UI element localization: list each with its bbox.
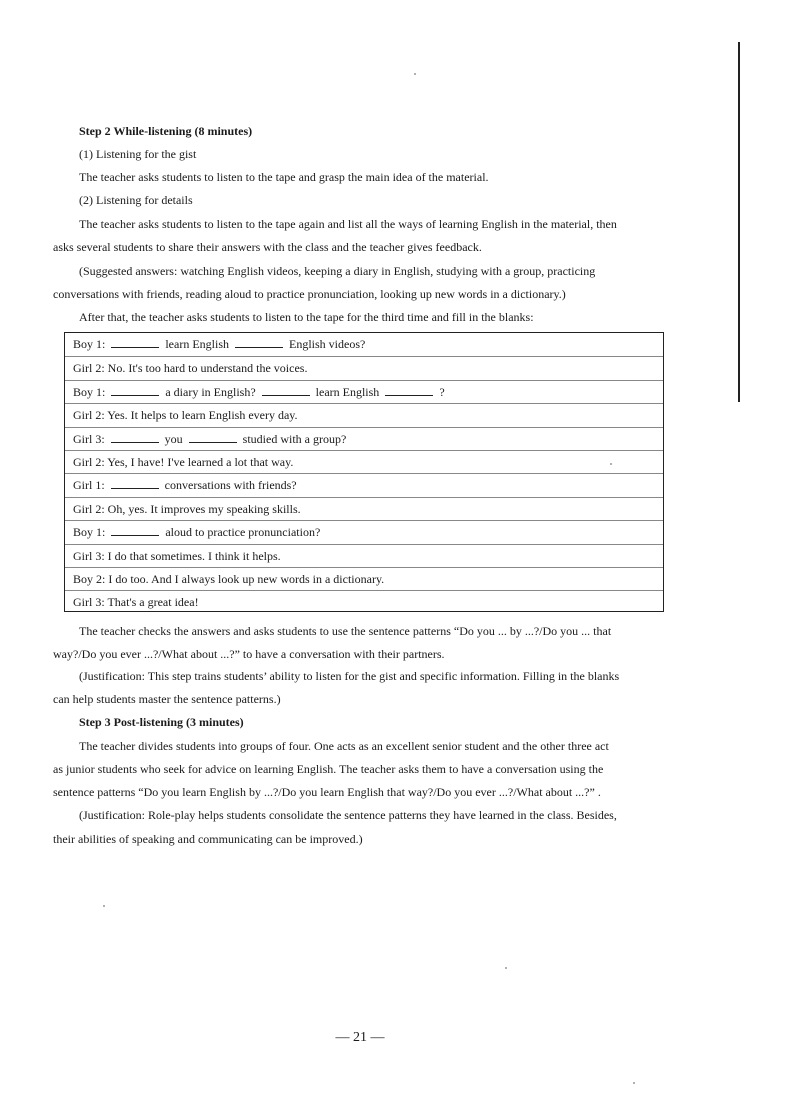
dialogue-row bbox=[65, 403, 663, 426]
dialogue-text: Girl 2: Yes. It helps to learn English every day. bbox=[73, 408, 298, 423]
dialogue-text: you bbox=[164, 431, 183, 446]
gist-label: (1) Listening for the gist bbox=[79, 147, 197, 161]
dialogue-row bbox=[65, 567, 663, 590]
dialogue-text: Girl 2: Yes, I have! I've learned a lot that way. bbox=[73, 455, 294, 469]
dialogue-text: learn English bbox=[315, 384, 380, 399]
dialogue-text: Boy 2: I do too. And I always look up new words in a dictionary. bbox=[73, 572, 385, 586]
step3-justification-line: (Justification: Role-play helps students consolidate the sentence patterns they have learned in the class. Besides, bbox=[79, 808, 617, 822]
justification-line: (Justification: This step trains students’ ability to listen for the gist and specific information. Filling in the blanks bbox=[79, 669, 620, 683]
dialogue-text: aloud to practice pronunciation? bbox=[165, 525, 321, 540]
dialogue-row bbox=[65, 356, 663, 379]
answer-blank bbox=[262, 383, 310, 396]
answer-blank bbox=[111, 335, 159, 348]
dialogue-row bbox=[65, 473, 663, 496]
step3-heading: Step 3 Post-listening (3 minutes) bbox=[79, 715, 244, 729]
check-answers-line: way?/Do you ever ...?/What about ...?” to have a conversation with their partners. bbox=[53, 647, 445, 661]
answer-blank bbox=[111, 430, 159, 443]
dialogue-text: English videos? bbox=[289, 337, 366, 351]
scan-speck bbox=[414, 73, 416, 75]
scan-speck bbox=[633, 1082, 635, 1084]
dialogue-text: studied with a group? bbox=[242, 431, 347, 446]
step3-paragraph-line: as junior students who seek for advice on learning English. The teacher asks them to have a conversation using the bbox=[53, 762, 604, 776]
answer-blank bbox=[111, 523, 159, 536]
dialogue-text: Girl 3: I do that sometimes. I think it helps. bbox=[73, 548, 281, 563]
answer-blank bbox=[235, 335, 283, 348]
dialogue-text: ? bbox=[439, 384, 445, 399]
speaker-label: Boy 1: bbox=[73, 525, 106, 540]
step3-paragraph-line: sentence patterns “Do you learn English by ...?/Do you learn English that way?/Do you ever ...?/What about ...?” . bbox=[53, 785, 601, 799]
justification-line: can help students master the sentence patterns.) bbox=[53, 692, 281, 706]
answer-blank bbox=[111, 383, 159, 396]
dialogue-row bbox=[65, 590, 663, 613]
margin-line bbox=[738, 42, 740, 402]
gist-text: The teacher asks students to listen to the tape and grasp the main idea of the material. bbox=[79, 170, 489, 184]
details-paragraph-line: The teacher asks students to listen to the tape again and list all the ways of learning English in the material, then bbox=[79, 217, 617, 231]
dialogue-text: a diary in English? bbox=[165, 384, 256, 399]
details-label: (2) Listening for details bbox=[79, 193, 193, 207]
dialogue-row bbox=[65, 497, 663, 520]
dialogue-row bbox=[65, 333, 663, 356]
after-that-instruction: After that, the teacher asks students to listen to the tape for the third time and fill in the blanks: bbox=[79, 310, 534, 324]
dialogue-row bbox=[65, 450, 663, 473]
dialogue-row bbox=[65, 427, 663, 450]
answer-blank bbox=[385, 383, 433, 396]
speaker-label: Girl 3: bbox=[73, 431, 105, 446]
dialogue-box bbox=[64, 332, 664, 612]
dialogue-text: Girl 2: No. It's too hard to understand the voices. bbox=[73, 361, 308, 376]
dialogue-text: learn English bbox=[165, 337, 229, 351]
answer-blank bbox=[111, 476, 159, 489]
suggested-answers-line: conversations with friends, reading aloud to practice pronunciation, looking up new words in a dictionary.) bbox=[53, 287, 566, 301]
step2-heading: Step 2 While-listening (8 minutes) bbox=[79, 124, 253, 138]
scan-speck bbox=[505, 967, 507, 969]
dialogue-row bbox=[65, 544, 663, 567]
dialogue-text: conversations with friends? bbox=[164, 478, 297, 493]
dialogue-text: Girl 3: That's a great idea! bbox=[73, 595, 199, 610]
dialogue-row bbox=[65, 380, 663, 403]
details-paragraph-line: asks several students to share their answers with the class and the teacher gives feedback. bbox=[53, 240, 482, 254]
dialogue-text: Girl 2: Oh, yes. It improves my speaking skills. bbox=[73, 501, 301, 516]
page-number: — 21 — bbox=[335, 1030, 385, 1045]
dialogue-row bbox=[65, 520, 663, 543]
check-answers-line: The teacher checks the answers and asks students to use the sentence patterns “Do you ... by ...?/Do you ... that bbox=[79, 624, 612, 638]
step3-justification-line: their abilities of speaking and communicating can be improved.) bbox=[53, 832, 363, 846]
speaker-label: Girl 1: bbox=[73, 478, 105, 493]
answer-blank bbox=[189, 430, 237, 443]
speaker-label: Boy 1: bbox=[73, 337, 106, 351]
step3-paragraph-line: The teacher divides students into groups of four. One acts as an excellent senior student and the other three act bbox=[79, 739, 609, 753]
scan-speck bbox=[103, 905, 105, 907]
suggested-answers-line: (Suggested answers: watching English videos, keeping a diary in English, studying with a group, practicing bbox=[79, 264, 596, 278]
speaker-label: Boy 1: bbox=[73, 384, 106, 399]
